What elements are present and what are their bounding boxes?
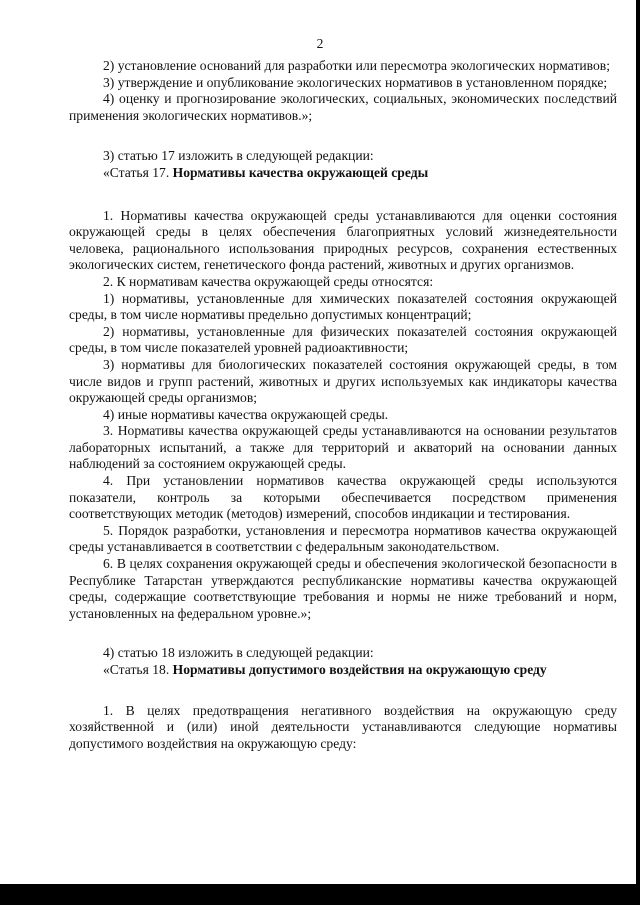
article-18-prefix: «Статья 18. [103,662,170,677]
paragraph: 5. Порядок разработки, установления и пересмотра нормативов качества окружающей среды устанавливается в соответствии с федеральным законодательством. [69,522,617,555]
article-18-title: Нормативы допустимого воздействия на окружающую среду [172,662,547,677]
article-17-title: Нормативы качества окружающей среды [172,164,429,180]
article-18-heading [69,662,617,679]
article-17-heading [69,165,617,182]
list-item: 2) установление оснований для разработки или пересмотра экологических нормативов; [103,58,610,73]
paragraph: 2) нормативы, установленные для физических показателей состояния окружающей среды, в том числе показателей уровней радиоактивности; [69,323,617,356]
page-border-bottom [0,884,640,905]
article-18-intro: 4) статью 18 изложить в следующей редакции: [103,645,374,661]
article-17-prefix: «Статья 17. [103,164,170,180]
paragraph: 4. При установлении нормативов качества окружающей среды используются показатели, контроль за которыми обеспечивается посредством применения соответствующих методик (методов) измерений, способов индикации и тестирования. [69,473,617,522]
article-17-intro: 3) статью 17 изложить в следующей редакции: [103,148,374,164]
paragraph: 1) нормативы, установленные для химических показателей состояния окружающей среды, в том числе нормативы предельно допустимых концентраций; [69,290,617,323]
paragraph: 6. В целях сохранения окружающей среды и обеспечения экологической безопасности в Республике Татарстан утверждаются республиканские нормативы качества окружающей среды, содержащие соответствующие требования и нормы не ниже требований и норм, установленных на федеральном уровне.»; [69,556,617,621]
document-body [69,58,617,752]
page-number: 2 [316,36,324,51]
paragraph: 3) нормативы для биологических показателей состояния окружающей среды, в том числе видов и групп растений, животных и других используемых как индикаторы качества окружающей среды организмов; [69,356,617,406]
paragraph: 4) иные нормативы качества окружающей среды. [103,406,389,422]
paragraph: 1. Нормативы качества окружающей среды устанавливаются для оценки состояния окружающей среды в целях обеспечения благоприятных условий жизнедеятельности человека, рационального использования природных ресурсов, сохранения естественных экологических систем, генетического фонда растений, животных и других организмов. [69,207,617,273]
paragraph: 3. Нормативы качества окружающей среды устанавливаются на основании результатов лабораторных испытаний, а также для территорий и акваторий на основании данных наблюдений за состоянием окружающей среды. [69,423,617,472]
list-item: 3) утверждение и опубликование экологических нормативов в установленном порядке; [103,74,608,90]
paragraph: 2. К нормативам качества окружающей среды относятся: [103,273,434,289]
list-item: 4) оценку и прогнозирование экологических, социальных, экономических последствий применения экологических нормативов.»; [69,91,617,123]
page-border-right [636,0,640,905]
paragraph: 1. В целях предотвращения негативного воздействия на окружающую среду хозяйственной и (или) иной деятельности устанавливаются следующие нормативы допустимого воздействия на окружающую среду: [69,702,617,751]
